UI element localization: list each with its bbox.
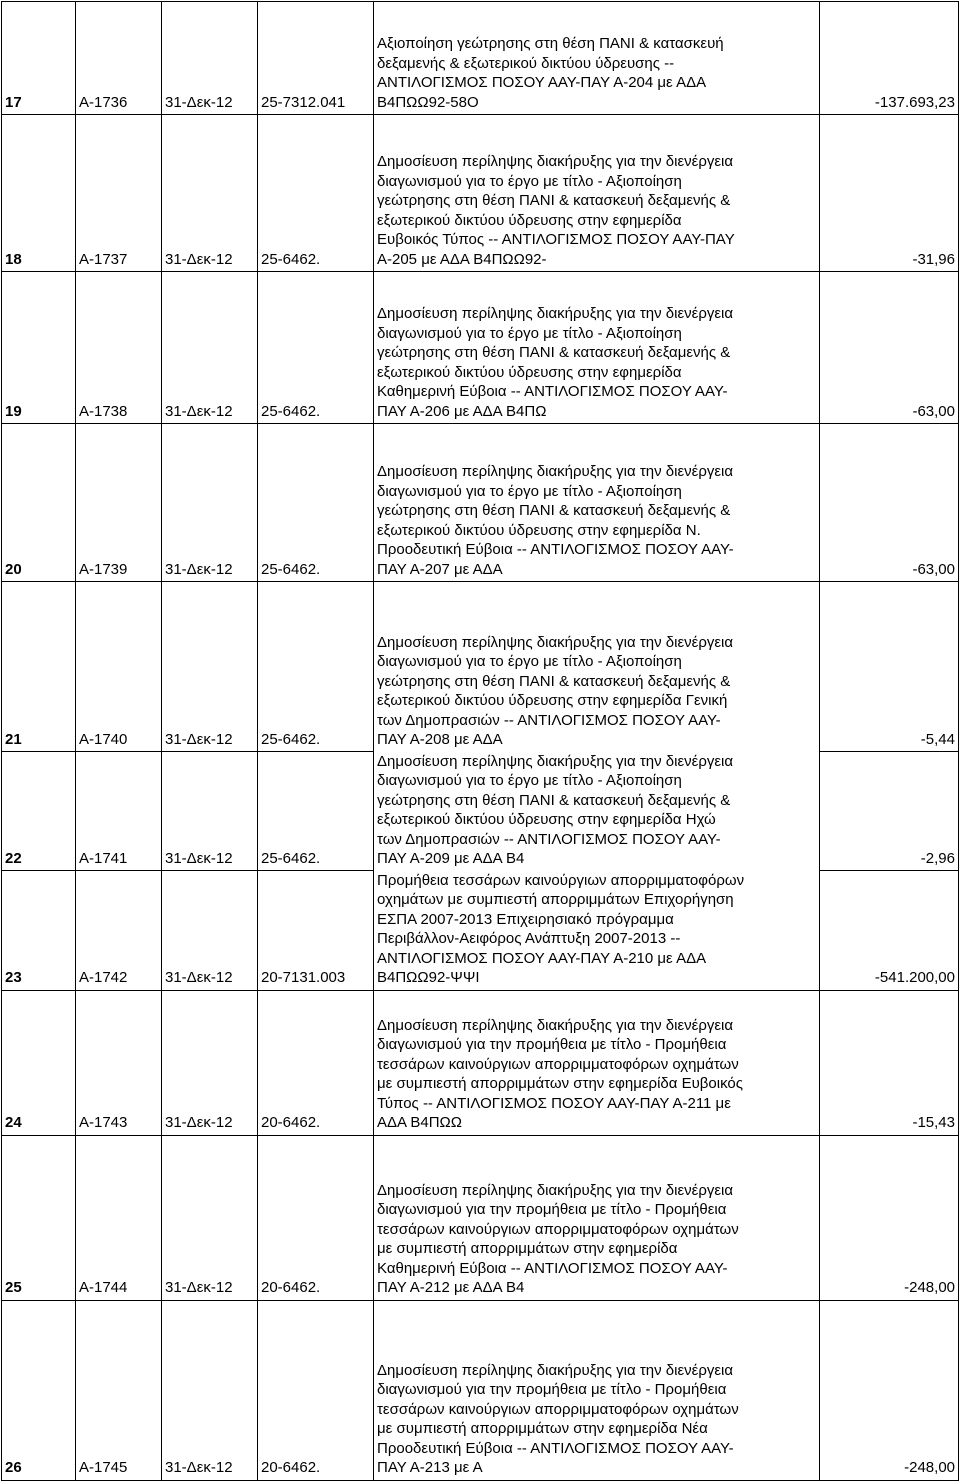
document-ref: Α-1742 xyxy=(76,871,162,991)
amount: -5,44 xyxy=(820,582,959,752)
account-code: 25-6462. xyxy=(258,582,374,752)
account-code: 25-6462. xyxy=(258,752,374,871)
row-number: 26 xyxy=(2,1300,76,1480)
table-row xyxy=(2,582,959,752)
description: Δημοσίευση περίληψης διακήρυξης για την διενέργεια διαγωνισμού για το έργο με τίτλο - Αξιοποίηση γεώτρησης στη θέση ΠΑΝΙ & κατασκευή δεξαμενής & εξωτερικού δικτύου ύδρευσης στην εφημερίδα Ηχώ των Δημοπρασιών -- ΑΝΤΙΛΟΓΙΣΜΟΣ ΠΟΣΟΥ ΑΑΥ- ΠΑΥ Α-209 με ΑΔΑ Β4 xyxy=(374,752,820,871)
document-ref: Α-1744 xyxy=(76,1135,162,1300)
entry-date: 31-Δεκ-12 xyxy=(162,424,258,582)
account-code: 25-6462. xyxy=(258,115,374,272)
account-code: 20-6462. xyxy=(258,1300,374,1480)
row-number: 22 xyxy=(2,752,76,871)
entry-date: 31-Δεκ-12 xyxy=(162,1135,258,1300)
account-code: 25-6462. xyxy=(258,272,374,424)
amount: -248,00 xyxy=(820,1300,959,1480)
entry-date: 31-Δεκ-12 xyxy=(162,2,258,115)
amount: -63,00 xyxy=(820,424,959,582)
amount: -15,43 xyxy=(820,990,959,1135)
table-row xyxy=(2,272,959,424)
description: Δημοσίευση περίληψης διακήρυξης για την διενέργεια διαγωνισμού για την προμήθεια με τίτλο - Προμήθεια τεσσάρων καινούργιων απορριμματοφόρων οχημάτων με συμπιεστή απορριμμάτων στην εφημερίδα Ευβοικός Τύπος -- ΑΝΤΙΛΟΓΙΣΜΟΣ ΠΟΣΟΥ ΑΑΥ-ΠΑΥ Α-211 με ΑΔΑ Β4ΠΩΩ xyxy=(374,990,820,1135)
description: Προμήθεια τεσσάρων καινούργιων απορριμματοφόρων οχημάτων με συμπιεστή απορριμμάτων Επιχορήγηση ΕΣΠΑ 2007-2013 Επιχειρησιακό πρόγραμμα Περιβάλλον-Αειφόρος Ανάπτυξη 2007-2013 -- ΑΝΤΙΛΟΓΙΣΜΟΣ ΠΟΣΟΥ ΑΑΥ-ΠΑΥ Α-210 με ΑΔΑ Β4ΠΩΩ92-ΨΨΙ xyxy=(374,871,820,991)
description: Δημοσίευση περίληψης διακήρυξης για την διενέργεια διαγωνισμού για την προμήθεια με τίτλο - Προμήθεια τεσσάρων καινούργιων απορριμματοφόρων οχημάτων με συμπιεστή απορριμμάτων στην εφημερίδα Καθημερινή Εύβοια -- ΑΝΤΙΛΟΓΙΣΜΟΣ ΠΟΣΟΥ ΑΑΥ- ΠΑΥ Α-212 με ΑΔΑ Β4 xyxy=(374,1135,820,1300)
description: Δημοσίευση περίληψης διακήρυξης για την διενέργεια διαγωνισμού για το έργο με τίτλο - Αξιοποίηση γεώτρησης στη θέση ΠΑΝΙ & κατασκευή δεξαμενής & εξωτερικού δικτύου ύδρευσης στην εφημερίδα Ν. Προοδευτική Εύβοια -- ΑΝΤΙΛΟΓΙΣΜΟΣ ΠΟΣΟΥ ΑΑΥ- ΠΑΥ Α-207 με ΑΔΑ xyxy=(374,424,820,582)
entry-date: 31-Δεκ-12 xyxy=(162,752,258,871)
entry-date: 31-Δεκ-12 xyxy=(162,990,258,1135)
row-number: 24 xyxy=(2,990,76,1135)
description: Δημοσίευση περίληψης διακήρυξης για την διενέργεια διαγωνισμού για το έργο με τίτλο - Αξιοποίηση γεώτρησης στη θέση ΠΑΝΙ & κατασκευή δεξαμενής & εξωτερικού δικτύου ύδρευσης στην εφημερίδα Γενική των Δημοπρασιών -- ΑΝΤΙΛΟΓΙΣΜΟΣ ΠΟΣΟΥ ΑΑΥ- ΠΑΥ Α-208 με ΑΔΑ xyxy=(374,582,820,752)
document-ref: Α-1738 xyxy=(76,272,162,424)
table-row xyxy=(2,871,959,991)
amount: -248,00 xyxy=(820,1135,959,1300)
document-ref: Α-1745 xyxy=(76,1300,162,1480)
amount: -2,96 xyxy=(820,752,959,871)
document-ref: Α-1736 xyxy=(76,2,162,115)
description: Δημοσίευση περίληψης διακήρυξης για την διενέργεια διαγωνισμού για την προμήθεια με τίτλο - Προμήθεια τεσσάρων καινούργιων απορριμματοφόρων οχημάτων με συμπιεστή απορριμμάτων στην εφημερίδα Νέα Προοδευτική Εύβοια -- ΑΝΤΙΛΟΓΙΣΜΟΣ ΠΟΣΟΥ ΑΑΥ- ΠΑΥ Α-213 με Α xyxy=(374,1300,820,1480)
row-number: 21 xyxy=(2,582,76,752)
amount: -63,00 xyxy=(820,272,959,424)
row-number: 19 xyxy=(2,272,76,424)
entry-date: 31-Δεκ-12 xyxy=(162,115,258,272)
table-row xyxy=(2,424,959,582)
row-number: 18 xyxy=(2,115,76,272)
amount: -541.200,00 xyxy=(820,871,959,991)
row-number: 23 xyxy=(2,871,76,991)
amount: -137.693,23 xyxy=(820,2,959,115)
amount: -31,96 xyxy=(820,115,959,272)
document-ref: Α-1739 xyxy=(76,424,162,582)
document-ref: Α-1743 xyxy=(76,990,162,1135)
description: Αξιοποίηση γεώτρησης στη θέση ΠΑΝΙ & κατασκευή δεξαμενής & εξωτερικού δικτύου ύδρευσης -- ΑΝΤΙΛΟΓΙΣΜΟΣ ΠΟΣΟΥ ΑΑΥ-ΠΑΥ Α-204 με ΑΔΑ Β4ΠΩΩ92-58Ο xyxy=(374,2,820,115)
account-code: 20-6462. xyxy=(258,990,374,1135)
account-code: 25-7312.041 xyxy=(258,2,374,115)
account-code: 20-7131.003 xyxy=(258,871,374,991)
table-row xyxy=(2,115,959,272)
description: Δημοσίευση περίληψης διακήρυξης για την διενέργεια διαγωνισμού για το έργο με τίτλο - Αξιοποίηση γεώτρησης στη θέση ΠΑΝΙ & κατασκευή δεξαμενής & εξωτερικού δικτύου ύδρευσης στην εφημερίδα Ευβοικός Τύπος -- ΑΝΤΙΛΟΓΙΣΜΟΣ ΠΟΣΟΥ ΑΑΥ-ΠΑΥ Α-205 με ΑΔΑ Β4ΠΩΩ92- xyxy=(374,115,820,272)
document-ref: Α-1737 xyxy=(76,115,162,272)
row-number: 17 xyxy=(2,2,76,115)
account-code: 25-6462. xyxy=(258,424,374,582)
document-ref: Α-1741 xyxy=(76,752,162,871)
entry-date: 31-Δεκ-12 xyxy=(162,272,258,424)
document-ref: Α-1740 xyxy=(76,582,162,752)
table-row xyxy=(2,1135,959,1300)
ledger-table xyxy=(1,1,959,1481)
row-number: 25 xyxy=(2,1135,76,1300)
entry-date: 31-Δεκ-12 xyxy=(162,582,258,752)
table-row xyxy=(2,1300,959,1480)
entry-date: 31-Δεκ-12 xyxy=(162,871,258,991)
table-row xyxy=(2,752,959,871)
entry-date: 31-Δεκ-12 xyxy=(162,1300,258,1480)
table-row xyxy=(2,990,959,1135)
account-code: 20-6462. xyxy=(258,1135,374,1300)
description: Δημοσίευση περίληψης διακήρυξης για την διενέργεια διαγωνισμού για το έργο με τίτλο - Αξιοποίηση γεώτρησης στη θέση ΠΑΝΙ & κατασκευή δεξαμενής & εξωτερικού δικτύου ύδρευσης στην εφημερίδα Καθημερινή Εύβοια -- ΑΝΤΙΛΟΓΙΣΜΟΣ ΠΟΣΟΥ ΑΑΥ- ΠΑΥ Α-206 με ΑΔΑ Β4ΠΩ xyxy=(374,272,820,424)
table-row xyxy=(2,2,959,115)
row-number: 20 xyxy=(2,424,76,582)
